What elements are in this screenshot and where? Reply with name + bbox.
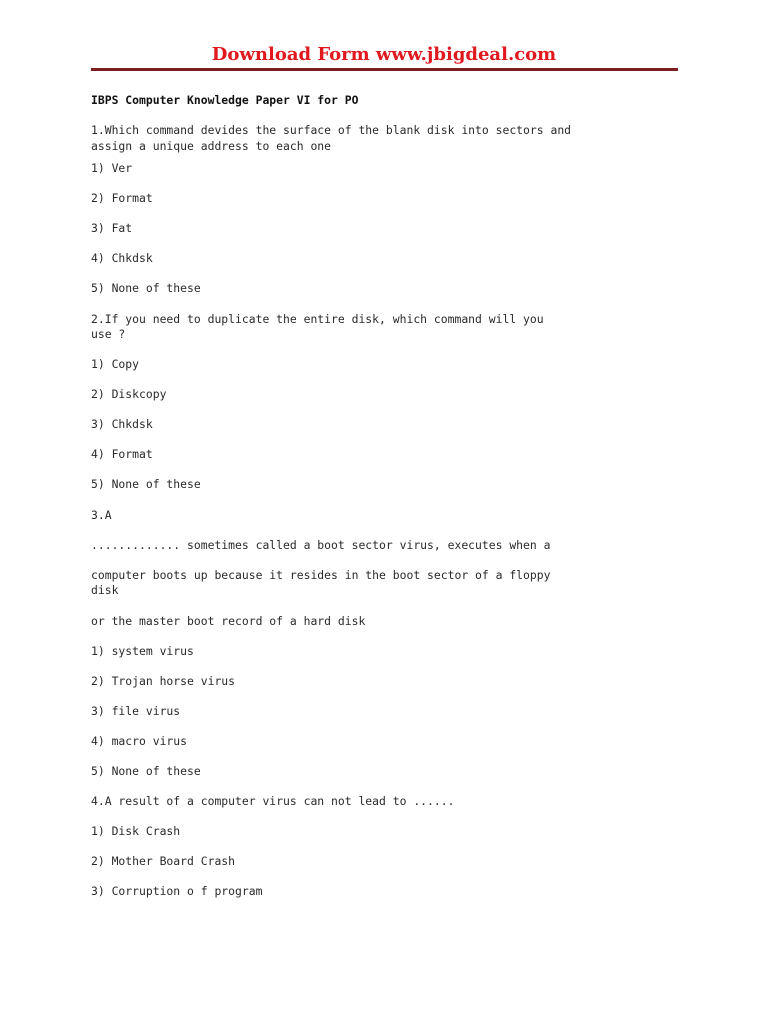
question-2-option: 5) None of these bbox=[91, 477, 201, 491]
question-4-option: 2) Mother Board Crash bbox=[91, 854, 236, 868]
question-4-text: 4.A result of a computer virus can not lead to ...... bbox=[91, 794, 455, 808]
question-1-text-cont: assign a unique address to each one bbox=[91, 139, 332, 153]
question-1-option: 4) Chkdsk bbox=[91, 251, 153, 265]
question-4-option: 1) Disk Crash bbox=[91, 824, 181, 838]
question-1-text: 1.Which command devides the surface of the blank disk into sectors and bbox=[91, 123, 572, 137]
question-3-text-cont: or the master boot record of a hard disk bbox=[91, 614, 366, 628]
question-1-option: 1) Ver bbox=[91, 161, 133, 175]
question-2-text-cont: use ? bbox=[91, 327, 126, 341]
question-2-option: 1) Copy bbox=[91, 357, 140, 371]
question-1-option: 5) None of these bbox=[91, 281, 201, 295]
question-3-option: 5) None of these bbox=[91, 764, 201, 778]
question-3-text-cont: computer boots up because it resides in the boot sector of a floppy bbox=[91, 568, 551, 582]
question-3-option: 3) file virus bbox=[91, 704, 181, 718]
question-2-option: 3) Chkdsk bbox=[91, 417, 153, 431]
question-3-option: 2) Trojan horse virus bbox=[91, 674, 236, 688]
document-title: IBPS Computer Knowledge Paper VI for PO bbox=[91, 93, 359, 107]
question-3-text-cont: ............. sometimes called a boot sector virus, executes when a bbox=[91, 538, 551, 552]
question-3-text: 3.A bbox=[91, 508, 112, 522]
question-2-text: 2.If you need to duplicate the entire disk, which command will you bbox=[91, 312, 544, 326]
question-3-option: 4) macro virus bbox=[91, 734, 188, 748]
header-divider bbox=[91, 68, 678, 71]
question-2-option: 2) Diskcopy bbox=[91, 387, 167, 401]
question-1-option: 3) Fat bbox=[91, 221, 133, 235]
question-1-option: 2) Format bbox=[91, 191, 153, 205]
question-4-option: 3) Corruption o f program bbox=[91, 884, 263, 898]
question-3-option: 1) system virus bbox=[91, 644, 194, 658]
question-2-option: 4) Format bbox=[91, 447, 153, 461]
header-title: Download Form www.jbigdeal.com bbox=[211, 44, 557, 65]
question-3-text-cont: disk bbox=[91, 583, 119, 597]
